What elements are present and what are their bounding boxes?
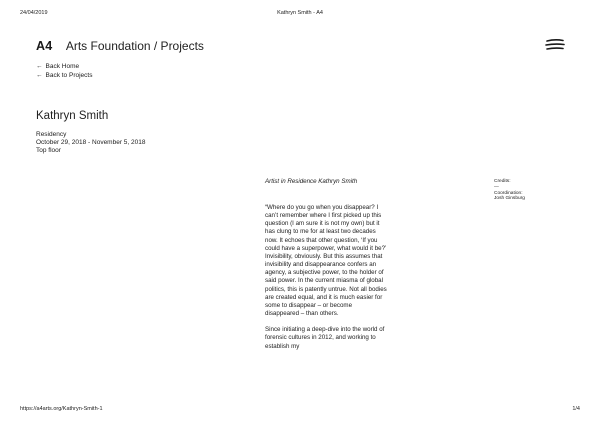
credits <box>494 179 525 202</box>
project-type: Residency <box>36 131 67 138</box>
back-to-projects-link[interactable] <box>36 71 92 80</box>
project-dates: October 29, 2018 - November 5, 2018 <box>36 139 146 147</box>
article-paragraph: “Where do you go when you disappear? I can’t remember where I first picked up this question (I am sure it is not my own) but it has clung to me for at least two decades now. It echoes that other question, ‘If you could have a superpower, what would it be?’ Invisibility, obviously. But this assumes that invisibility and disappearance confers an agency, a subjective power, to the holder of said power. In the current miasma of global politics, this is patently untrue. Not all bodies are created equal, and it is much easier for some to disappear – or become disappeared – than others. <box>265 204 387 318</box>
print-url: https://a4arts.org/Kathryn-Smith-1 <box>20 406 103 412</box>
a4-logo[interactable]: A4 <box>36 39 53 53</box>
arrow-left-icon: ← <box>36 63 43 70</box>
menu-icon[interactable] <box>545 38 565 52</box>
article-subtitle: Artist in Residence Kathryn Smith <box>265 178 358 185</box>
project-location: Top floor <box>36 147 61 155</box>
site-name[interactable]: Arts Foundation / Projects <box>65 39 204 53</box>
artist-name: Kathryn Smith <box>36 110 109 122</box>
back-links <box>36 62 92 80</box>
project-meta <box>36 131 145 156</box>
back-home-label: Back Home <box>45 63 80 70</box>
print-page-count: 1/4 <box>572 406 580 412</box>
article-body <box>265 204 387 359</box>
credits-name: Josh Ginsburg <box>494 196 525 202</box>
back-projects-label: Back to Projects <box>45 72 93 79</box>
print-page-title: Kathryn Smith - A4 <box>277 10 323 16</box>
credits-role: Coordination: <box>494 190 523 196</box>
back-home-link[interactable] <box>36 62 92 71</box>
credits-separator: — <box>494 184 499 190</box>
credits-heading: Credits: <box>494 179 511 184</box>
arrow-left-icon: ← <box>36 72 43 79</box>
article-paragraph: Since initiating a deep-dive into the world of forensic cultures in 2012, and working to establish my <box>265 326 385 350</box>
site-header <box>36 37 204 55</box>
print-date: 24/04/2019 <box>20 10 48 16</box>
